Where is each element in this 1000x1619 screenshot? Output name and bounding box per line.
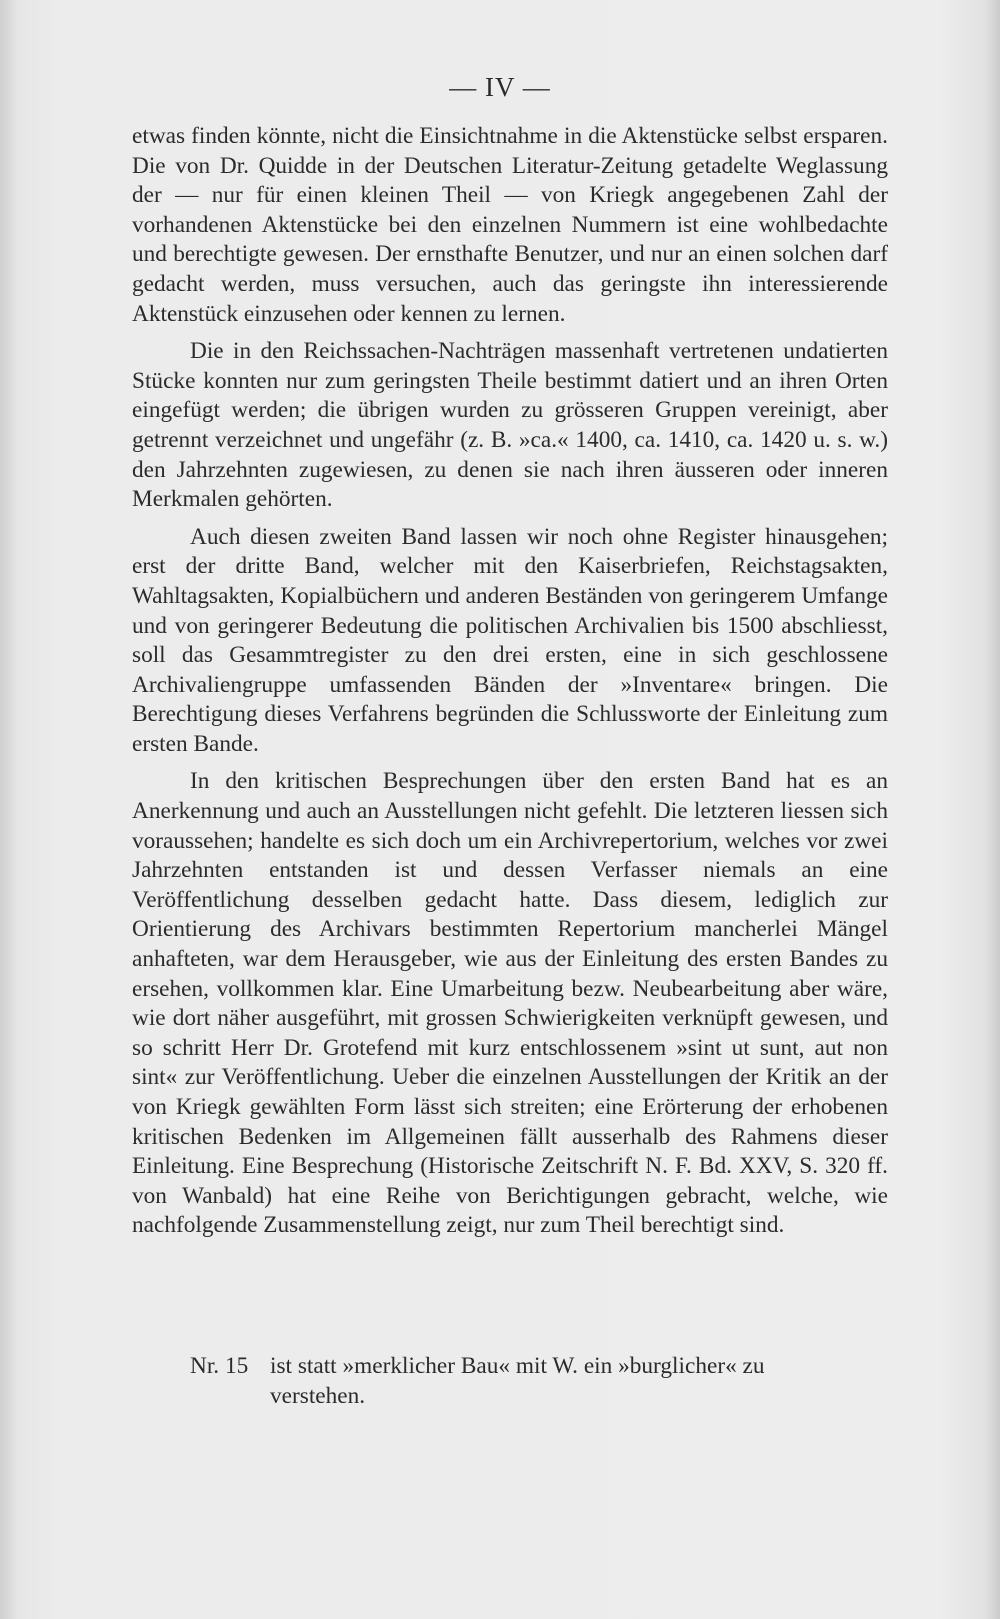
- page-number: — IV —: [449, 72, 551, 102]
- paragraph-2: Die in den Reichssachen-Nachträgen massenhaft vertretenen undatierten Stücke konnten nur zum geringsten Theile bestimmt datiert und an ihren Orten eingefügt werden; die übrigen wurden zu grösseren Gruppen vereinigt, aber getrennt verzeichnet und ungefähr (z. B. »ca.« 1400, ca. 1410, ca. 1420 u. s. w.) den Jahrzehnten zugewiesen, zu denen sie nach ihren äusseren oder inneren Merkmalen gehörten.: [132, 338, 888, 513]
- note-text-line-2: verstehen.: [270, 1382, 366, 1409]
- note-text-line-1: ist statt »merklicher Bau« mit W. ein »burglicher« zu: [270, 1353, 765, 1379]
- body-text: [132, 122, 888, 1241]
- paragraph-3: Auch diesen zweiten Band lassen wir noch ohne Register hinausgehen; erst der dritte Band, welcher mit den Kaiserbriefen, Reichstagsakten, Wahltagsakten, Kopialbüchern und anderen Beständen von geringerem Umfange und von geringerer Bedeutung die politischen Archivalien bis 1500 abschliesst, soll das Gesammtregister zu den drei ersten, eine in sich geschlossene Archivaliengruppe umfassenden Bänden der »Inventare« bringen. Die Berechtigung dieses Verfahrens begründen die Schlussworte der Einleitung zum ersten Bande.: [132, 523, 888, 757]
- paragraph-1: etwas finden könnte, nicht die Einsichtnahme in die Aktenstücke selbst ersparen. Die von Dr. Quidde in der Deutschen Literatur-Zeitung getadelte Weglassung der — nur für einen kleinen Theil — von Kriegk angegebenen Zahl der vorhandenen Aktenstücke bei den einzelnen Nummern ist eine wohlbedachte und berechtigte gewesen. Der ernsthafte Benutzer, und nur an einen solchen darf gedacht werden, muss versuchen, auch das geringste ihn interessierende Aktenstück einzusehen oder kennen zu lernen.: [132, 123, 888, 327]
- correction-note: [190, 1352, 888, 1411]
- note-label: Nr. 15: [190, 1353, 249, 1379]
- paragraph-4: In den kritischen Besprechungen über den ersten Band hat es an Anerkennung und auch an Ausstellungen nicht gefehlt. Die letzteren liessen sich voraussehen; handelte es sich doch um ein Archivrepertorium, welches vor zwei Jahrzehnten entstanden ist und dessen Verfasser niemals an eine Veröffentlichung desselben gedacht hatte. Dass diesem, lediglich zur Orientierung des Archivars bestimmten Repertorium mancherlei Mängel anhafteten, war dem Herausgeber, wie aus der Einleitung des ersten Bandes zu ersehen, vollkommen klar. Eine Umarbeitung bezw. Neubearbeitung aber wäre, wie dort näher ausgeführt, mit grossen Schwierigkeiten verknüpft gewesen, und so schritt Herr Dr. Grotefend mit kurz entschlossenem »sint ut sunt, aut non sint« zur Veröffentlichung. Ueber die einzelnen Ausstellungen der Kritik an der von Kriegk gewählten Form lässt sich streiten; eine Erörterung der erhobenen kritischen Bedenken im Allgemeinen fällt ausserhalb des Rahmens dieser Einleitung. Eine Besprechung (Historische Zeitschrift N. F. Bd. XXV, S. 320 ff. von Wanbald) hat eine Reihe von Berichtigungen gebracht, welche, wie nachfolgende Zusammenstellung zeigt, nur zum Theil berechtigt sind.: [132, 768, 888, 1239]
